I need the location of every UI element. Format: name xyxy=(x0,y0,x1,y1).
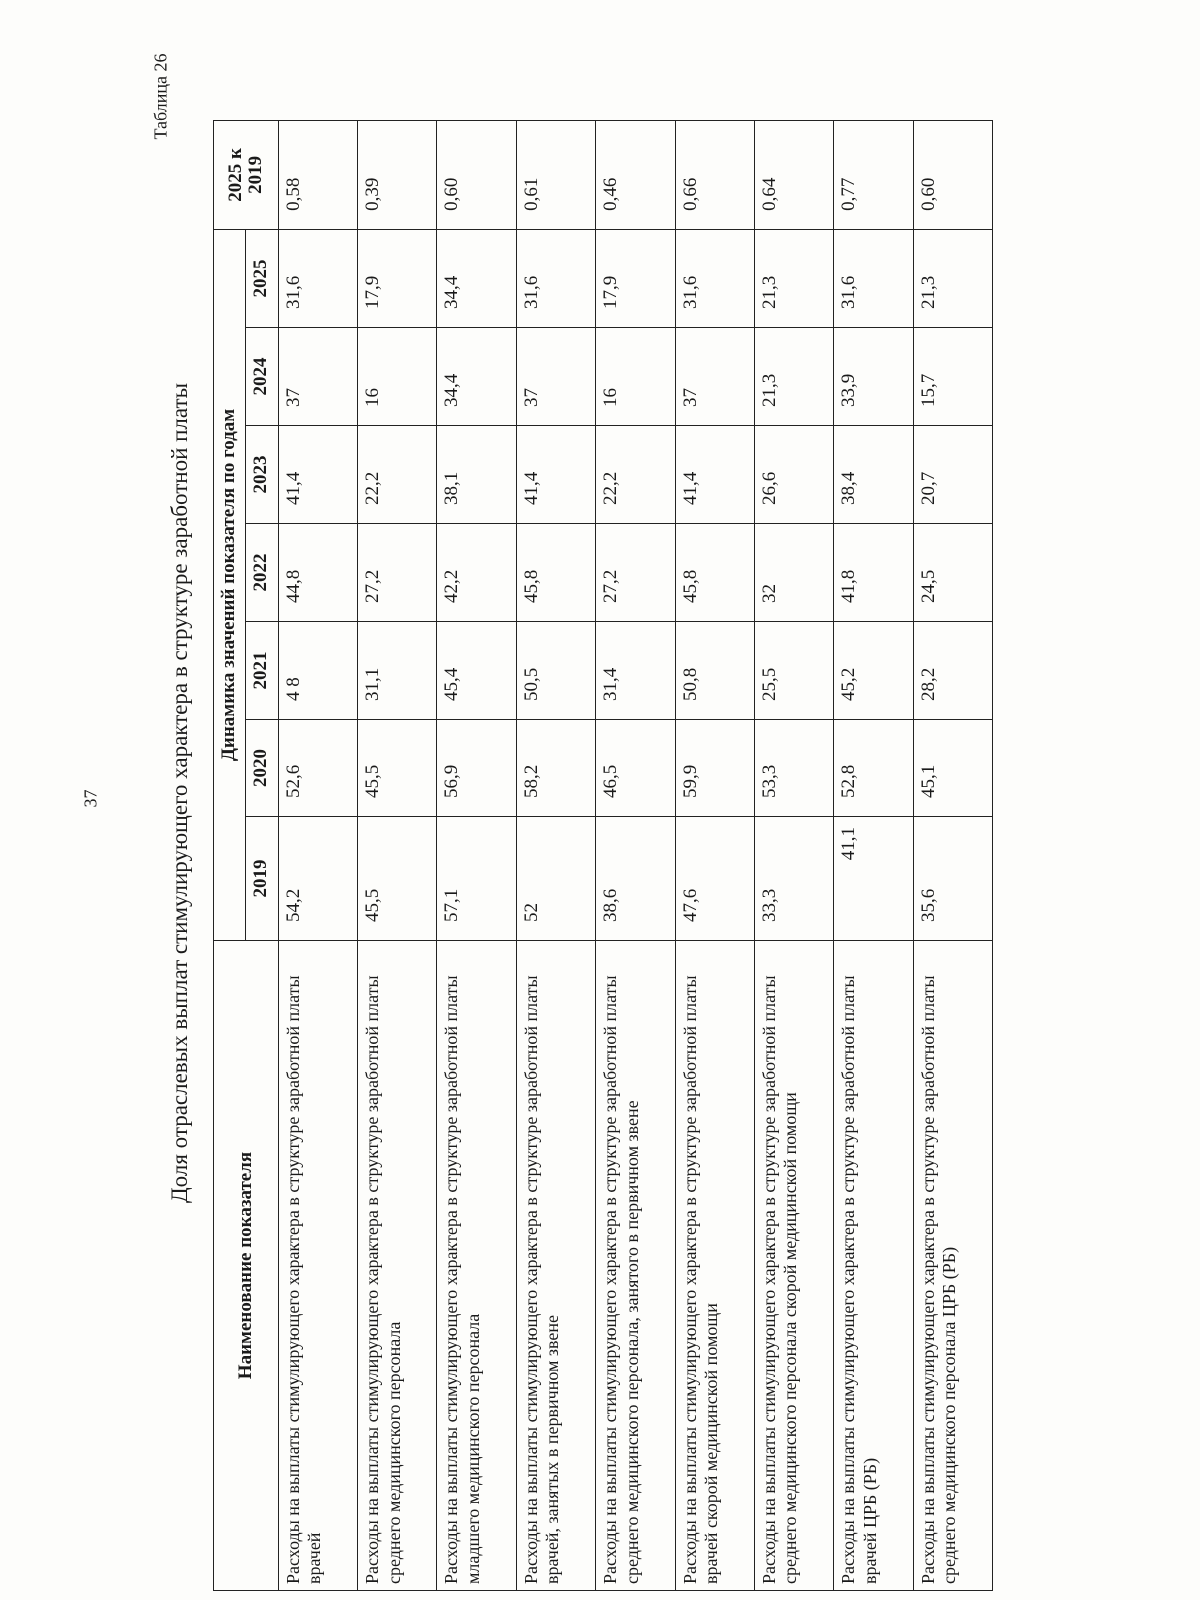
header-name: Наименование показателя xyxy=(214,941,279,1591)
table-body xyxy=(278,120,992,1590)
table-row xyxy=(913,120,992,1590)
cell-value: 45,2 xyxy=(834,622,913,720)
cell-value: 27,2 xyxy=(596,524,675,622)
cell-value: 44,8 xyxy=(278,524,357,622)
row-name: Расходы на выплаты стимулирующего характера в структуре заработной платы среднего медицинского персонала, занятого в первичном звене xyxy=(596,941,675,1591)
cell-value: 52,6 xyxy=(278,720,357,817)
cell-value: 50,8 xyxy=(675,622,754,720)
row-name: Расходы на выплаты стимулирующего характера в структуре заработной платы врачей скорой медицинской помощи xyxy=(675,941,754,1591)
cell-ratio: 0,58 xyxy=(278,120,357,229)
table-row xyxy=(834,120,913,1590)
cell-value: 46,5 xyxy=(596,720,675,817)
table-row xyxy=(675,120,754,1590)
cell-ratio: 0,60 xyxy=(437,120,516,229)
row-name: Расходы на выплаты стимулирующего характера в структуре заработной платы среднего медицинского персонала ЦРБ (РБ) xyxy=(913,941,992,1591)
cell-value: 26,6 xyxy=(754,426,833,524)
cell-value: 37 xyxy=(675,328,754,426)
cell-value: 38,4 xyxy=(834,426,913,524)
cell-value: 42,2 xyxy=(437,524,516,622)
cell-value: 57,1 xyxy=(437,817,516,941)
cell-value: 41,8 xyxy=(834,524,913,622)
cell-value: 45,8 xyxy=(675,524,754,622)
header-year: 2023 xyxy=(245,426,278,524)
cell-value: 31,6 xyxy=(516,229,595,327)
header-year: 2020 xyxy=(245,720,278,817)
cell-ratio: 0,61 xyxy=(516,120,595,229)
cell-value: 45,5 xyxy=(358,817,437,941)
cell-value: 45,8 xyxy=(516,524,595,622)
cell-value: 28,2 xyxy=(913,622,992,720)
row-name: Расходы на выплаты стимулирующего характера в структуре заработной платы врачей ЦРБ (РБ) xyxy=(834,941,913,1591)
cell-value: 45,4 xyxy=(437,622,516,720)
cell-value: 31,6 xyxy=(278,229,357,327)
table-row xyxy=(516,120,595,1590)
header-year: 2022 xyxy=(245,524,278,622)
cell-value: 41,1 xyxy=(834,817,913,941)
cell-value: 21,3 xyxy=(754,328,833,426)
cell-value: 4 8 xyxy=(278,622,357,720)
cell-value: 47,6 xyxy=(675,817,754,941)
cell-value: 17,9 xyxy=(358,229,437,327)
cell-value: 52,8 xyxy=(834,720,913,817)
header-year: 2021 xyxy=(245,622,278,720)
cell-value: 33,9 xyxy=(834,328,913,426)
row-name: Расходы на выплаты стимулирующего характера в структуре заработной платы среднего медицинского персонала xyxy=(358,941,437,1591)
cell-value: 16 xyxy=(596,328,675,426)
cell-value: 27,2 xyxy=(358,524,437,622)
cell-value: 34,4 xyxy=(437,328,516,426)
table-label: Таблица 26 xyxy=(150,53,171,140)
cell-ratio: 0,60 xyxy=(913,120,992,229)
cell-ratio: 0,64 xyxy=(754,120,833,229)
cell-value: 17,9 xyxy=(596,229,675,327)
header-year: 2019 xyxy=(245,817,278,941)
cell-value: 58,2 xyxy=(516,720,595,817)
cell-value: 25,5 xyxy=(754,622,833,720)
table-row xyxy=(754,120,833,1590)
cell-value: 33,3 xyxy=(754,817,833,941)
cell-ratio: 0,46 xyxy=(596,120,675,229)
header-dynamics: Динамика значений показателя по годам xyxy=(214,229,246,940)
cell-value: 32 xyxy=(754,524,833,622)
cell-value: 35,6 xyxy=(913,817,992,941)
cell-value: 24,5 xyxy=(913,524,992,622)
header-year: 2024 xyxy=(245,328,278,426)
cell-value: 22,2 xyxy=(358,426,437,524)
cell-value: 59,9 xyxy=(675,720,754,817)
table-row xyxy=(358,120,437,1590)
row-name: Расходы на выплаты стимулирующего характера в структуре заработной платы врачей xyxy=(278,941,357,1591)
row-name: Расходы на выплаты стимулирующего характера в структуре заработной платы врачей, занятых в первичном звене xyxy=(516,941,595,1591)
table-row xyxy=(278,120,357,1590)
table-row xyxy=(596,120,675,1590)
cell-ratio: 0,39 xyxy=(358,120,437,229)
cell-value: 37 xyxy=(278,328,357,426)
header-year: 2025 xyxy=(245,229,278,327)
cell-value: 15,7 xyxy=(913,328,992,426)
cell-value: 31,4 xyxy=(596,622,675,720)
cell-ratio: 0,77 xyxy=(834,120,913,229)
cell-value: 41,4 xyxy=(675,426,754,524)
cell-value: 41,4 xyxy=(516,426,595,524)
page-number: 37 xyxy=(80,789,101,808)
cell-value: 53,3 xyxy=(754,720,833,817)
cell-value: 38,1 xyxy=(437,426,516,524)
cell-value: 56,9 xyxy=(437,720,516,817)
cell-ratio: 0,66 xyxy=(675,120,754,229)
cell-value: 16 xyxy=(358,328,437,426)
header-ratio: 2025 к 2019 xyxy=(214,120,279,229)
cell-value: 31,1 xyxy=(358,622,437,720)
table-row xyxy=(437,120,516,1590)
cell-value: 37 xyxy=(516,328,595,426)
cell-value: 34,4 xyxy=(437,229,516,327)
row-name: Расходы на выплаты стимулирующего характера в структуре заработной платы младшего медицинского персонала xyxy=(437,941,516,1591)
data-table xyxy=(213,120,993,1591)
cell-value: 21,3 xyxy=(754,229,833,327)
cell-value: 54,2 xyxy=(278,817,357,941)
cell-value: 22,2 xyxy=(596,426,675,524)
cell-value: 21,3 xyxy=(913,229,992,327)
cell-value: 41,4 xyxy=(278,426,357,524)
cell-value: 50,5 xyxy=(516,622,595,720)
cell-value: 45,5 xyxy=(358,720,437,817)
cell-value: 45,1 xyxy=(913,720,992,817)
row-name: Расходы на выплаты стимулирующего характера в структуре заработной платы среднего медицинского персонала скорой медицинской помощи xyxy=(754,941,833,1591)
page-title: Доля отраслевых выплат стимулирующего характера в структуре заработной платы xyxy=(167,382,192,1204)
cell-value: 31,6 xyxy=(834,229,913,327)
cell-value: 20,7 xyxy=(913,426,992,524)
cell-value: 31,6 xyxy=(675,229,754,327)
cell-value: 38,6 xyxy=(596,817,675,941)
cell-value: 52 xyxy=(516,817,595,941)
table-container xyxy=(213,121,993,1591)
